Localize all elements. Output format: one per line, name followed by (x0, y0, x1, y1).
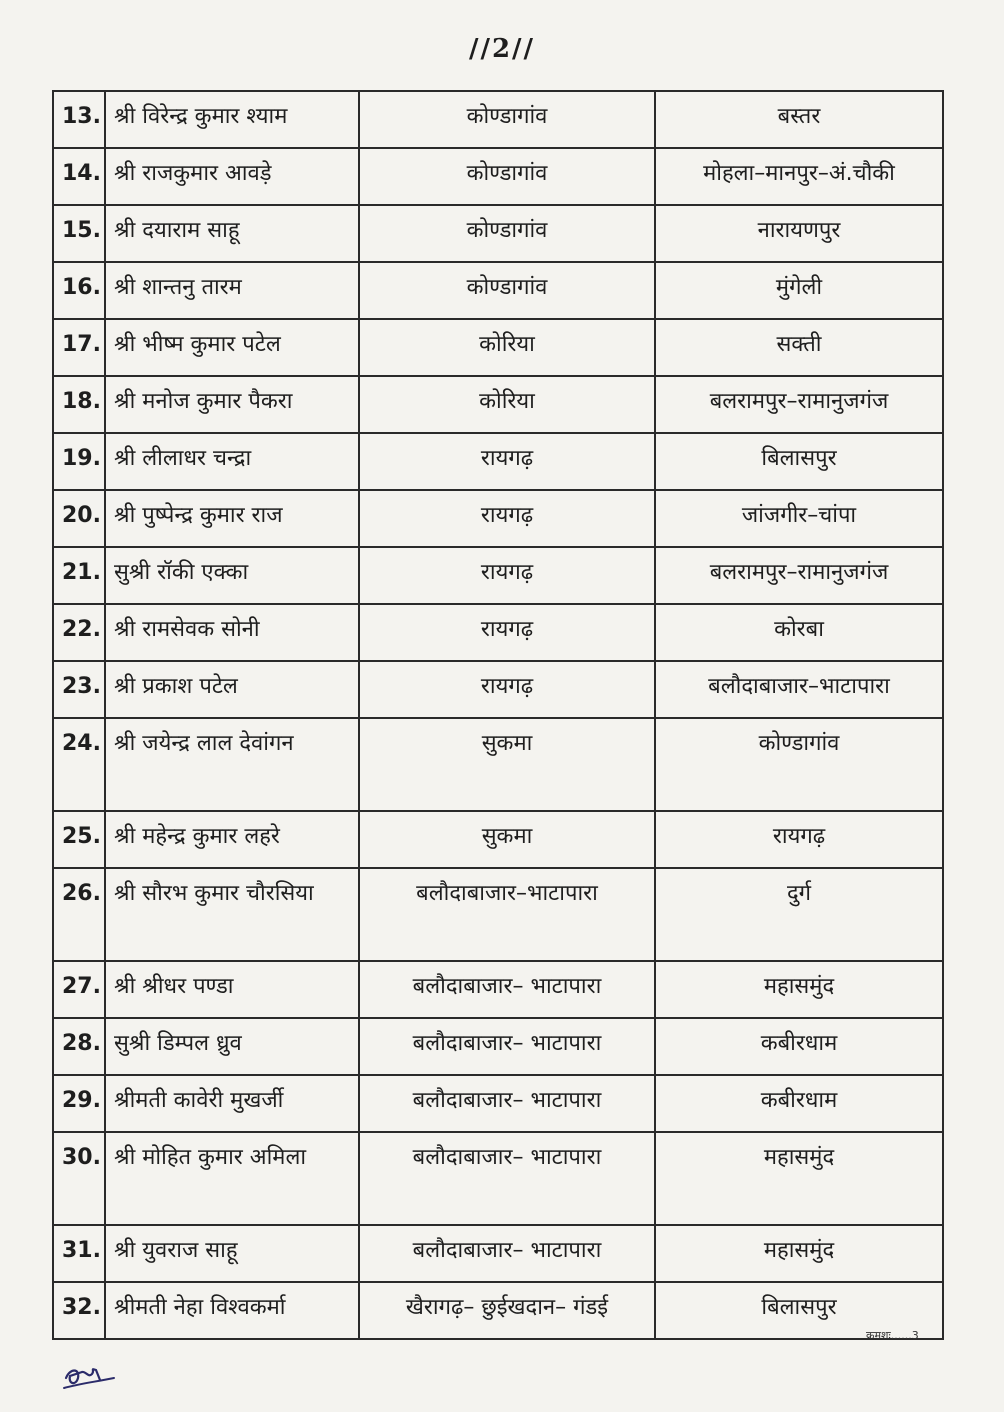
serial-number: 29. (53, 1075, 105, 1132)
employee-name: श्री सौरभ कुमार चौरसिया (105, 868, 359, 961)
serial-number: 27. (53, 961, 105, 1018)
transfer-district: कबीरधाम (655, 1075, 943, 1132)
serial-number: 28. (53, 1018, 105, 1075)
current-district: रायगढ़ (359, 547, 655, 604)
table-row (53, 1132, 943, 1225)
employee-name: श्री विरेन्द्र कुमार श्याम (105, 91, 359, 148)
current-district: रायगढ़ (359, 604, 655, 661)
employee-name: श्रीमती नेहा विश्वकर्मा (105, 1282, 359, 1339)
employee-name: श्री श्रीधर पण्डा (105, 961, 359, 1018)
current-district: रायगढ़ (359, 433, 655, 490)
transfer-district: मोहला–मानपुर–अं.चौकी (655, 148, 943, 205)
transfer-district: नारायणपुर (655, 205, 943, 262)
employee-name: श्री मोहित कुमार अमिला (105, 1132, 359, 1225)
current-district: खैरागढ़– छुईखदान– गंडई (359, 1282, 655, 1339)
transfer-district: बिलासपुर (655, 1282, 943, 1339)
table-row (53, 376, 943, 433)
current-district: बलौदाबाजार– भाटापारा (359, 1132, 655, 1225)
serial-number: 26. (53, 868, 105, 961)
serial-number: 14. (53, 148, 105, 205)
employee-name: श्री दयाराम साहू (105, 205, 359, 262)
table-row (53, 1018, 943, 1075)
current-district: बलौदाबाजार– भाटापारा (359, 1018, 655, 1075)
employee-name: श्री रामसेवक सोनी (105, 604, 359, 661)
transfer-district: बलरामपुर–रामानुजगंज (655, 547, 943, 604)
current-district: कोण्डागांव (359, 205, 655, 262)
transfer-district: कबीरधाम (655, 1018, 943, 1075)
serial-number: 13. (53, 91, 105, 148)
employee-name: श्रीमती कावेरी मुखर्जी (105, 1075, 359, 1132)
table-row (53, 148, 943, 205)
table-row (53, 661, 943, 718)
transfer-district: दुर्ग (655, 868, 943, 961)
serial-number: 19. (53, 433, 105, 490)
employee-name: श्री शान्तनु तारम (105, 262, 359, 319)
employee-name: श्री लीलाधर चन्द्रा (105, 433, 359, 490)
serial-number: 20. (53, 490, 105, 547)
table-row (53, 490, 943, 547)
employee-name: श्री युवराज साहू (105, 1225, 359, 1282)
serial-number: 18. (53, 376, 105, 433)
table-row (53, 547, 943, 604)
employee-name: श्री मनोज कुमार पैकरा (105, 376, 359, 433)
serial-number: 17. (53, 319, 105, 376)
current-district: कोण्डागांव (359, 148, 655, 205)
current-district: सुकमा (359, 811, 655, 868)
current-district: बलौदाबाजार– भाटापारा (359, 1075, 655, 1132)
transfer-district: कोरबा (655, 604, 943, 661)
serial-number: 30. (53, 1132, 105, 1225)
table-row (53, 868, 943, 961)
current-district: सुकमा (359, 718, 655, 811)
employee-name: श्री प्रकाश पटेल (105, 661, 359, 718)
transfer-district: बलरामपुर–रामानुजगंज (655, 376, 943, 433)
employee-name: श्री पुष्पेन्द्र कुमार राज (105, 490, 359, 547)
table-row (53, 718, 943, 811)
transfer-table (52, 90, 944, 1340)
table-row (53, 319, 943, 376)
current-district: रायगढ़ (359, 661, 655, 718)
serial-number: 23. (53, 661, 105, 718)
table-row (53, 604, 943, 661)
transfer-district: सक्ती (655, 319, 943, 376)
serial-number: 32. (53, 1282, 105, 1339)
transfer-district: मुंगेली (655, 262, 943, 319)
table-row (53, 205, 943, 262)
employee-name: सुश्री रॉकी एक्का (105, 547, 359, 604)
current-district: कोरिया (359, 376, 655, 433)
current-district: रायगढ़ (359, 490, 655, 547)
serial-number: 24. (53, 718, 105, 811)
table-row (53, 262, 943, 319)
table-row (53, 1282, 943, 1339)
employee-name: श्री राजकुमार आवड़े (105, 148, 359, 205)
employee-name: सुश्री डिम्पल ध्रुव (105, 1018, 359, 1075)
employee-name: श्री भीष्म कुमार पटेल (105, 319, 359, 376)
transfer-district: महासमुंद (655, 1132, 943, 1225)
signature (60, 1358, 120, 1398)
serial-number: 15. (53, 205, 105, 262)
table-row (53, 1075, 943, 1132)
serial-number: 31. (53, 1225, 105, 1282)
signature-mark-icon (60, 1358, 120, 1394)
current-district: कोण्डागांव (359, 91, 655, 148)
table-row (53, 91, 943, 148)
transfer-district: महासमुंद (655, 961, 943, 1018)
transfer-district: बलौदाबाजार–भाटापारा (655, 661, 943, 718)
current-district: बलौदाबाजार– भाटापारा (359, 961, 655, 1018)
table-row (53, 811, 943, 868)
current-district: बलौदाबाजार– भाटापारा (359, 1225, 655, 1282)
transfer-district: बिलासपुर (655, 433, 943, 490)
serial-number: 21. (53, 547, 105, 604)
transfer-district: महासमुंद (655, 1225, 943, 1282)
current-district: कोरिया (359, 319, 655, 376)
transfer-district: जांजगीर–चांपा (655, 490, 943, 547)
page-number: //2// (468, 34, 536, 64)
serial-number: 22. (53, 604, 105, 661)
serial-number: 16. (53, 262, 105, 319)
transfer-district: बस्तर (655, 91, 943, 148)
continued-note: क्रमशः......3 (866, 1329, 919, 1342)
transfer-district: कोण्डागांव (655, 718, 943, 811)
current-district: बलौदाबाजार–भाटापारा (359, 868, 655, 961)
employee-name: श्री महेन्द्र कुमार लहरे (105, 811, 359, 868)
table-row (53, 961, 943, 1018)
transfer-district: रायगढ़ (655, 811, 943, 868)
serial-number: 25. (53, 811, 105, 868)
current-district: कोण्डागांव (359, 262, 655, 319)
employee-name: श्री जयेन्द्र लाल देवांगन (105, 718, 359, 811)
table-row (53, 1225, 943, 1282)
table-row (53, 433, 943, 490)
